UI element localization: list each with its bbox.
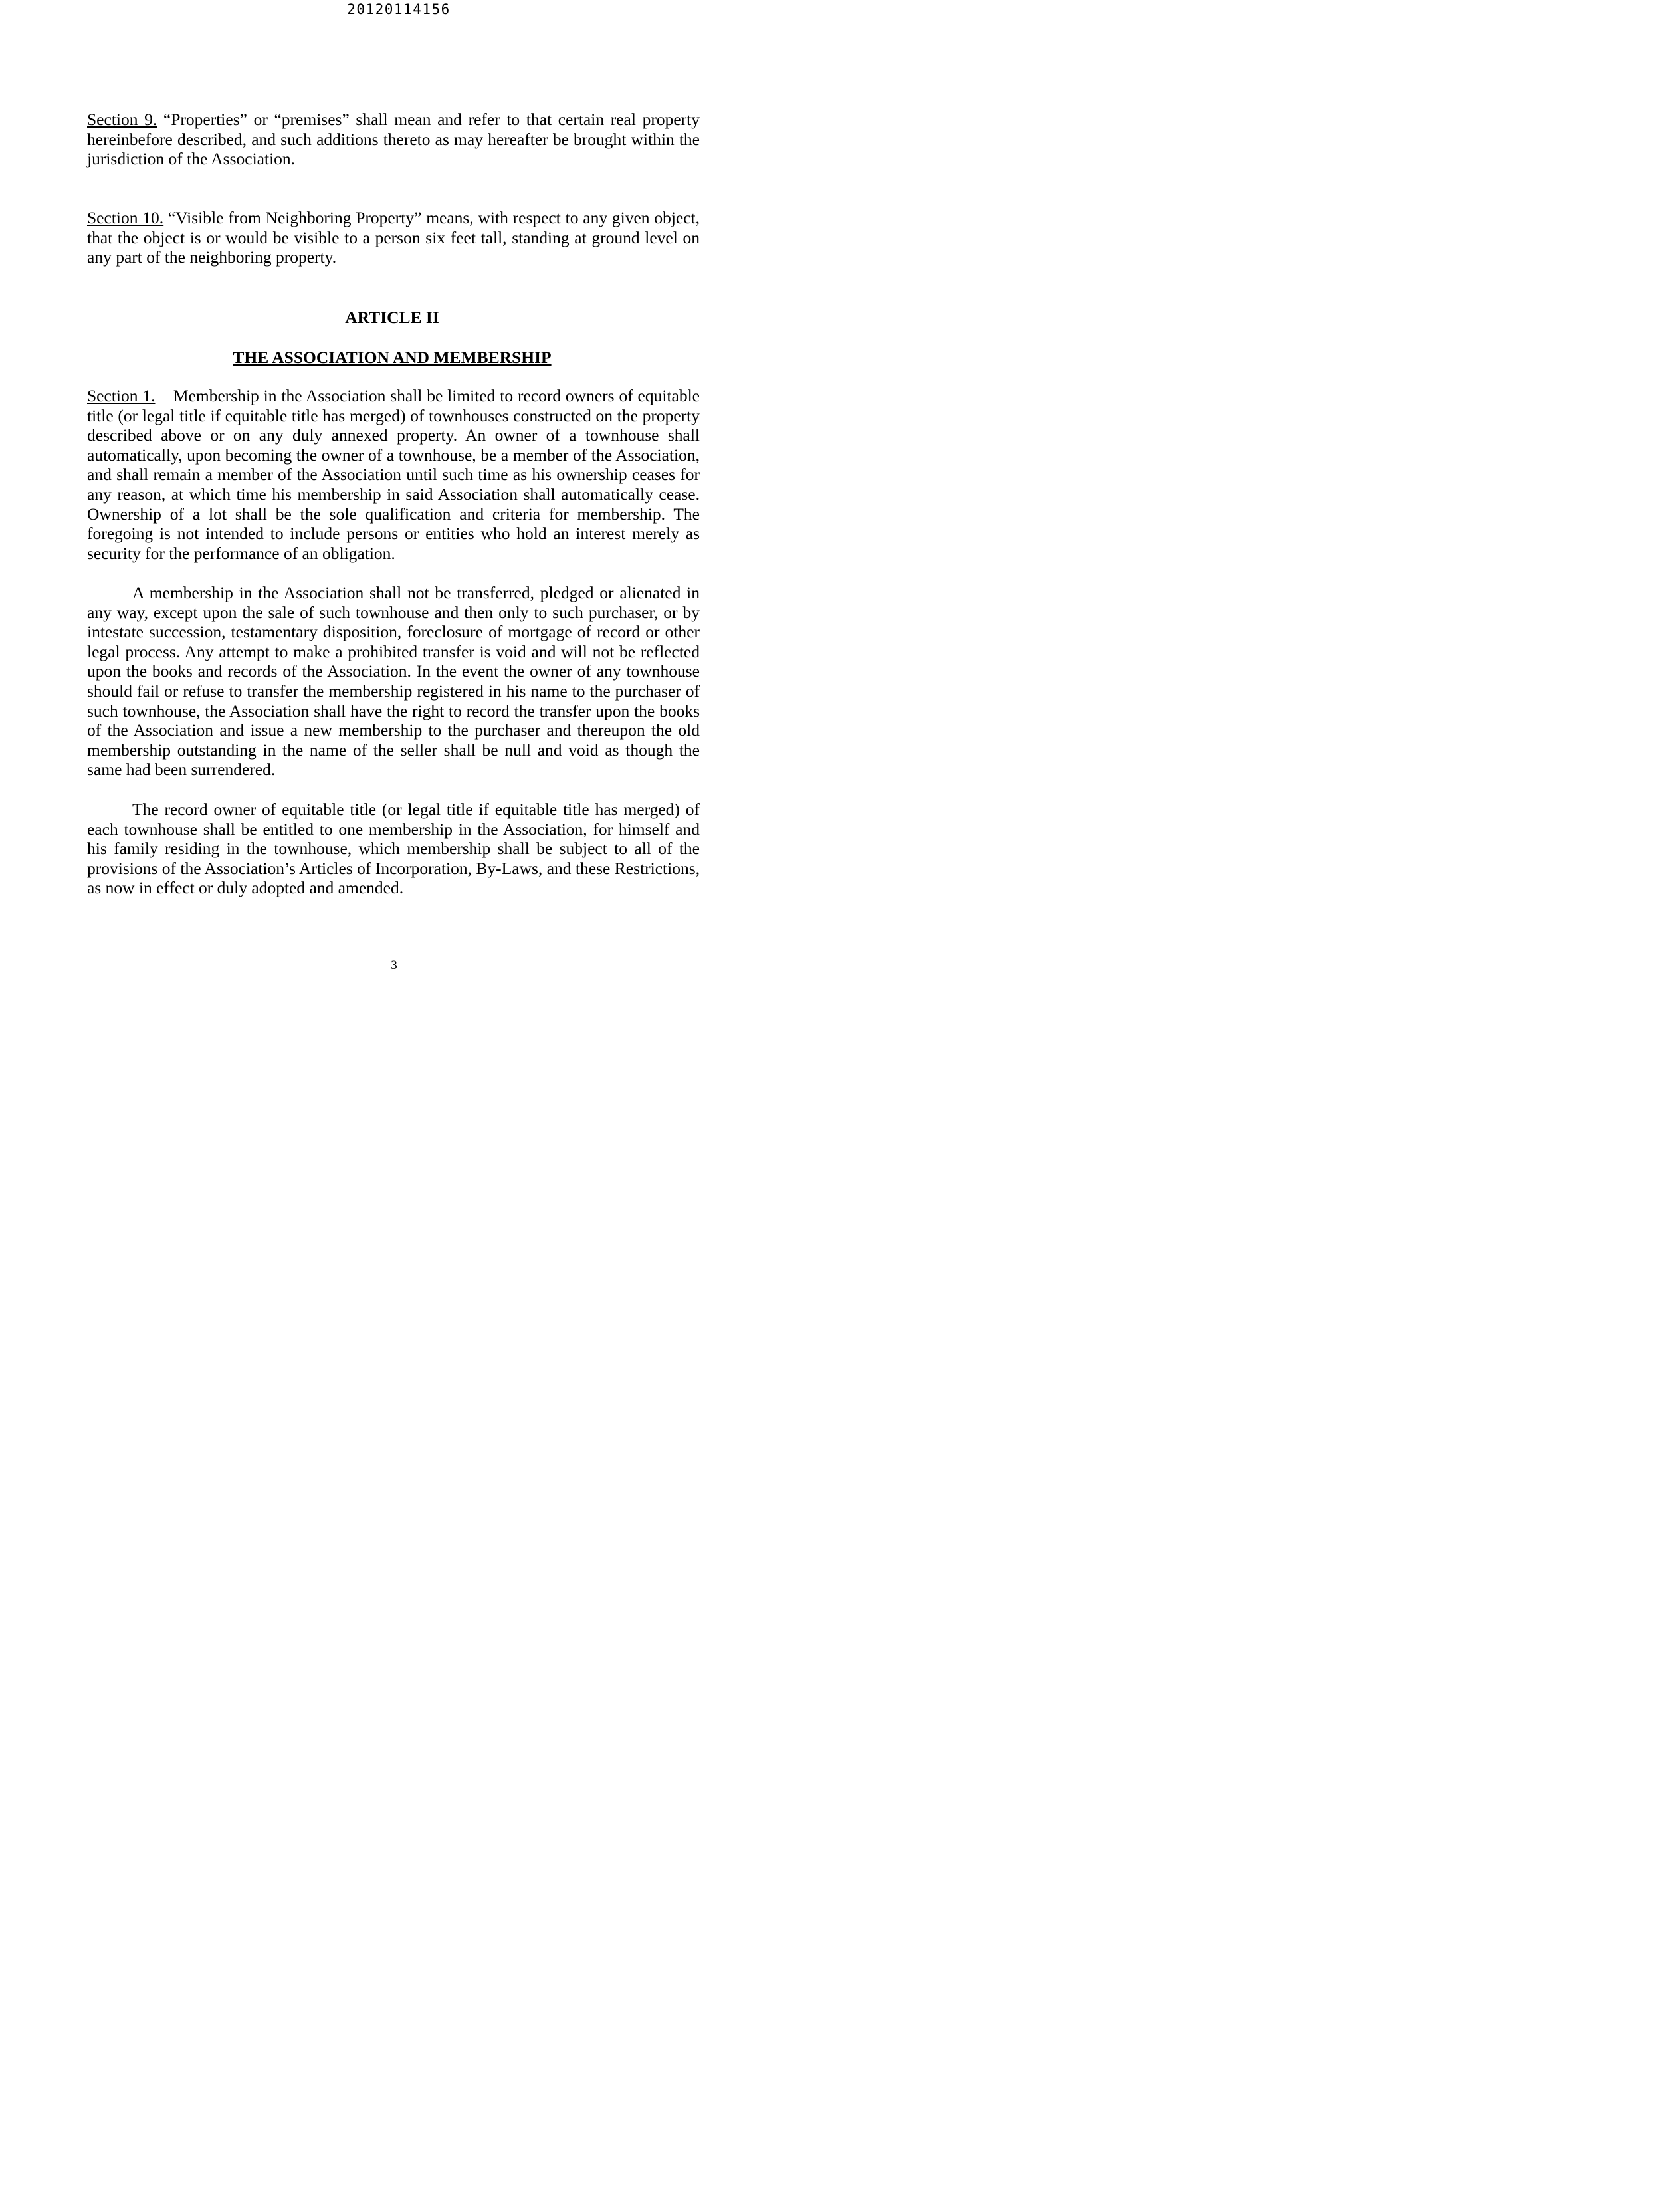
document-number: 20120114156 bbox=[347, 1, 451, 17]
article-subtitle: THE ASSOCIATION AND MEMBERSHIP bbox=[233, 348, 552, 367]
page-number: 3 bbox=[391, 958, 397, 972]
article-2-section-1-paragraph bbox=[87, 386, 704, 563]
article-title: ARTICLE II bbox=[345, 308, 439, 327]
membership-transfer-paragraph: A membership in the Association shall not be transferred, pledged or alienated in any way, except upon the sale of such townhouse and then only to such purchaser, or by intestate succession, testamentary disposition, foreclosure of mortgage of record or other legal process. Any attempt to make a prohibited transfer is void and will not be reflected upon the books and records of the Association. In the event the owner of any townhouse should fail or refuse to transfer the membership registered in his name to the purchaser of such townhouse, the Association shall have the right to record the transfer upon the books of the Association and issue a new membership to the purchaser and thereupon the old membership outstanding in the name of the seller shall be null and void as though the same had been surrendered. bbox=[87, 583, 700, 780]
section-9-label: Section 9. bbox=[87, 110, 158, 129]
article-2-section-1-text: Membership in the Association shall be limited to record owners of equitable title (or legal title if equitable title has merged) of townhouses constructed on the property described above or on any duly annexed property. An owner of a townhouse shall automatically, upon becoming the owner of a townhouse, be a member of the Association, and shall remain a member of the Association until such time as his ownership ceases for any reason, at which time his membership in said Association shall automatically cease. Ownership of a lot shall be the sole qualification and criteria for membership. The foregoing is not intended to include persons or entities who hold an interest merely as security for the performance of an obligation. bbox=[87, 386, 704, 563]
section-10-label: Section 10. bbox=[87, 208, 164, 227]
section-9-paragraph bbox=[87, 110, 700, 169]
section-9-text: “Properties” or “premises” shall mean and refer to that certain real property hereinbefore described, and such additions thereto as may hereafter be brought within the jurisdiction of the Association. bbox=[87, 110, 700, 169]
section-10-paragraph bbox=[87, 208, 700, 267]
section-10-text: “Visible from Neighboring Property” means, with respect to any given object, that the object is or would be visible to a person six feet tall, standing at ground level on any part of the neighboring property. bbox=[87, 208, 700, 267]
document-page bbox=[0, 0, 797, 1050]
article-2-section-1-label: Section 1. bbox=[87, 386, 156, 405]
membership-entitlement-paragraph: The record owner of equitable title (or legal title if equitable title has merged) of each townhouse shall be entitled to one membership in the Association, for himself and his family residing in the townhouse, which membership shall be subject to all of the provisions of the Association’s Articles of Incorporation, By-Laws, and these Restrictions, as now in effect or duly adopted and amended. bbox=[87, 800, 700, 898]
